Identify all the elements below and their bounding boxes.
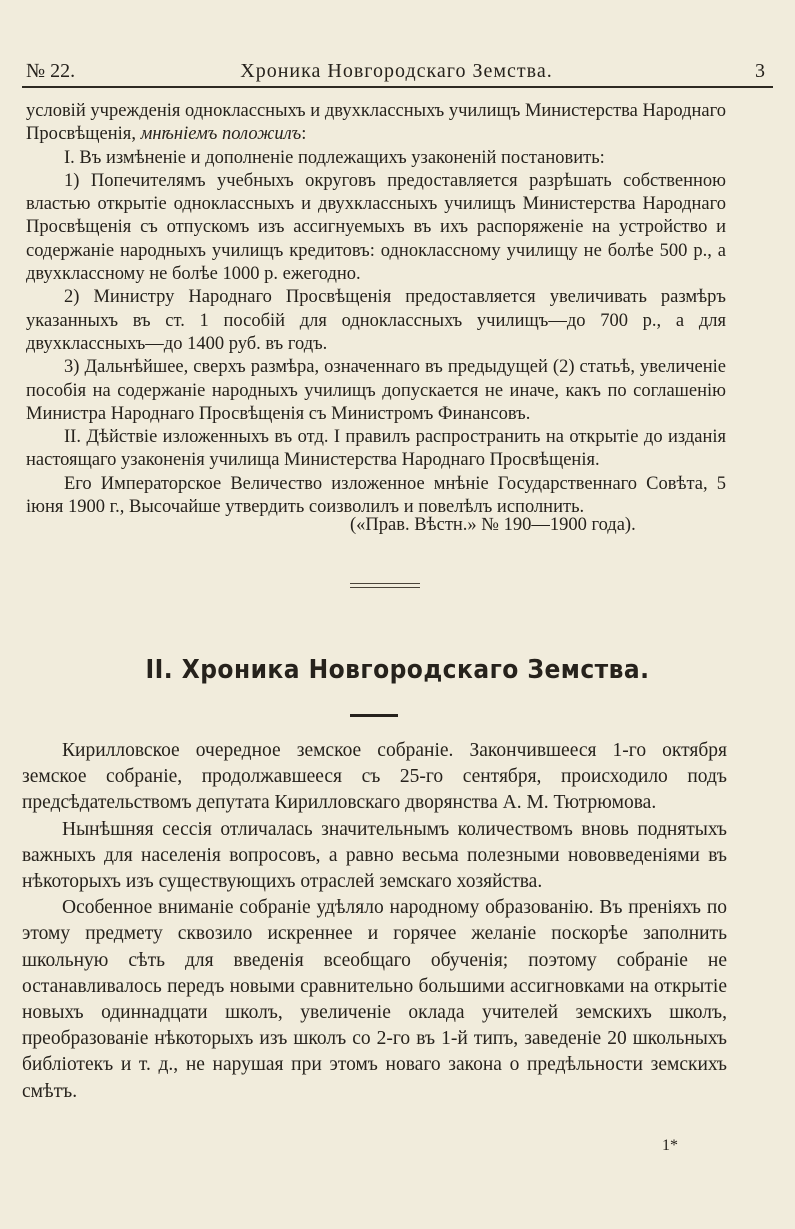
paragraph: 1) Попечителямъ учебныхъ округовъ предоставляется разрѣшать собственною властью открытіе одноклассныхъ и двухклассныхъ училищъ Министерства Народнаго Просвѣщенія съ отпускомъ изъ ассигнуемыхъ въ ихъ распоряженіе на устройство и содержаніе народныхъ училищъ кредитовъ: одноклассному училищу не болѣе 500 р., а двухклассному не болѣе 1000 р. ежегодно. [26, 170, 726, 285]
running-header [24, 56, 769, 86]
title-rule [350, 714, 398, 717]
paragraph: I. Въ измѣненіе и дополненіе подлежащихъ узаконеній постановить: [64, 147, 605, 168]
source-citation: («Прав. Вѣстн.» № 190—1900 года). [350, 515, 636, 535]
running-title: Хроника Новгородскаго Земства. [240, 60, 553, 82]
decree-text [26, 100, 726, 519]
separator-rule [350, 587, 420, 588]
chronicle-text [22, 738, 727, 1105]
header-rule [22, 86, 773, 88]
printer-signature-mark: 1* [662, 1137, 678, 1154]
paragraph: 2) Министру Народнаго Просвѣщенія предоставляется увеличивать размѣръ указанныхъ въ ст. 1 пособій для одноклассныхъ училищъ—до 700 р., а для двухклассныхъ—до 1400 руб. въ годъ. [26, 287, 726, 354]
issue-number: № 22. [26, 60, 76, 82]
page-number: 3 [755, 60, 765, 82]
paragraph: 3) Дальнѣйшее, сверхъ размѣра, означеннаго въ предыдущей (2) статьѣ, увеличеніе пособія на содержаніе народныхъ училищъ допускается не иначе, какъ по соглашенію Министра Народнаго Просвѣщенія съ Министромъ Финансовъ. [26, 357, 726, 424]
intro-italic: мнѣніемъ положилъ [140, 124, 302, 145]
paragraph: Особенное вниманіе собраніе удѣляло народному образованію. Въ преніяхъ по этому предмету сквозило искреннее и горячее желаніе поскорѣе заполнить школьную сѣть для введенія всеобщаго обученія; поэтому собраніе не останавливалось передъ новыми сравнительно большими ассигновками на открытіе новыхъ одиннадцати школъ, увеличеніе оклада учителей земскихъ школъ, преобразованіе нѣкоторыхъ изъ школъ со 2-го въ 1-й типъ, заведеніе 20 школьныхъ библіотекъ и т. д., не нарушая при этомъ новаго закона о предѣльности земскихъ смѣтъ. [22, 897, 727, 1102]
paragraph: Нынѣшняя сессія отличалась значительнымъ количествомъ вновь поднятыхъ важныхъ для населенія вопросовъ, а равно весьма полезными нововведеніями въ нѣкоторыхъ изъ существующихъ отраслей земскаго хозяйства. [22, 818, 727, 893]
separator-rule [350, 583, 420, 584]
paragraph: II. Дѣйствіе изложенныхъ въ отд. I правилъ распространить на открытіе до изданія настоящаго узаконенія училища Министерства Народнаго Просвѣщенія. [26, 427, 726, 471]
section-title: II. Хроника Новгородскаго Земства. [145, 655, 650, 685]
paragraph: Кирилловское очередное земское собраніе. Закончившееся 1-го октября земское собраніе, продолжавшееся съ 25-го сентября, происходило подъ предсѣдательствомъ депутата Кирилловскаго дворянства А. М. Тютрюмова. [22, 740, 727, 814]
paragraph: Его Императорское Величество изложенное мнѣніе Государственнаго Совѣта, 5 іюня 1900 г., Высочайше утвердить соизволилъ и повелѣлъ исполнить. [26, 473, 726, 518]
intro-paragraph: условій учрежденія одноклассныхъ и двухклассныхъ училищъ Министерства Народнаго Просвѣщенія, мнѣніемъ положилъ: [26, 101, 726, 145]
